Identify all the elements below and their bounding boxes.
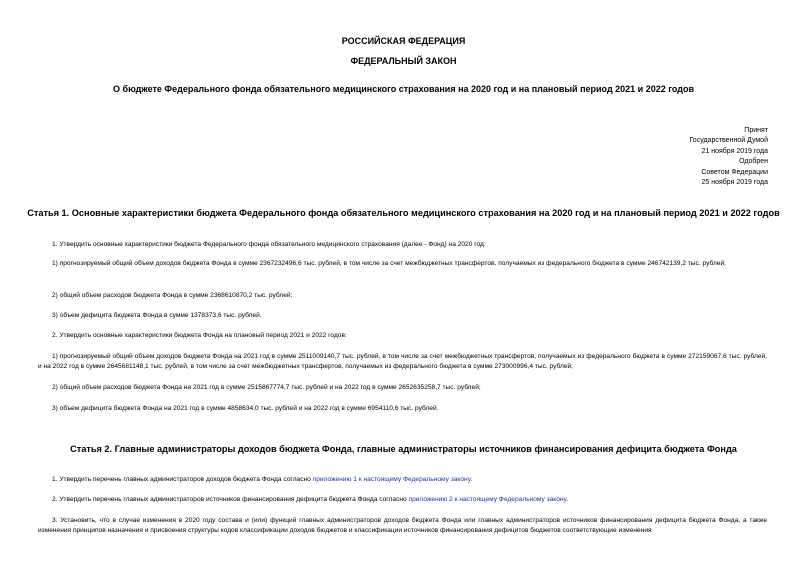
paragraph <box>38 475 767 485</box>
paragraph: 1) прогнозируемый общий объем доходов бюджета Фонда на 2021 год в сумме 2511009140,7 тыс. рублей, в том числе за счет межбюджетных трансфертов, получаемых из федерального бюджета в сумме 272159067,6 тыс. рублей, и на 2022 год в сумме 2645681148,1 тыс. рублей, в том числе за счет межбюджетных трансфертов, получаемых из федерального бюджета в сумме 273000996,4 тыс. рублей; <box>38 353 767 370</box>
paragraph: 2) общий объем расходов бюджета Фонда на 2021 год в сумме 2515867774,7 тыс. рублей и на 2022 год в сумме 2652635258,7 тыс. рублей; <box>52 384 481 391</box>
paragraph: 3. Установить, что в случае изменения в 2020 году состава и (или) функций главных администраторов доходов бюджета Фонда или главных администраторов источников финансирования дефицита бюджета Фонда, а также изменения принципов назначения и присвоения структуры кодов классификации доходов бюджетов и классификации источников финансирования дефицитов бюджетов соответствующие изменения <box>38 517 767 534</box>
approval-line: Одобрен <box>739 158 768 166</box>
approval-line: Советом Федерации <box>701 168 768 176</box>
paragraph: 2) общий объем расходов бюджета Фонда в сумме 2368610870,2 тыс. рублей; <box>52 292 293 299</box>
approval-date: 25 ноября 2019 года <box>701 179 768 187</box>
paragraph-end: . <box>566 496 569 503</box>
article-2-heading: Статья 2. Главные администраторы доходов бюджета Фонда, главные администраторы источников финансирования дефицита бюджета Фонда <box>70 444 737 454</box>
appendix-2-link[interactable]: приложению 2 к настоящему Федеральному закону <box>408 496 567 503</box>
paragraph: 3) объем дефицита бюджета Фонда на 2021 год в сумме 4858634,0 тыс. рублей и на 2022 год в сумме 6954110,6 тыс. рублей. <box>52 405 439 412</box>
paragraph-text: 2. Утвердить перечень главных администраторов источников финансирования дефицита бюджета Фонда согласно <box>52 496 409 503</box>
law-title: О бюджете Федерального фонда обязательного медицинского страхования на 2020 год и на плановый период 2021 и 2022 годов <box>113 84 694 94</box>
paragraph: 1) прогнозируемый общий объем доходов бюджета Фонда в сумме 2367232496,6 тыс. рублей, в том числе за счет межбюджетных трансфертов, получаемых из федерального бюджета в сумме 246742139,2 тыс. рублей; <box>52 260 726 267</box>
article-1-heading: Статья 1. Основные характеристики бюджета Федерального фонда обязательного медицинского страхования на 2020 год и на плановый период 2021 и 2022 годов <box>27 208 780 218</box>
appendix-1-link[interactable]: приложению 1 к настоящему Федеральному закону <box>312 476 471 483</box>
adoption-line: Принят <box>744 127 768 134</box>
adoption-date: 21 ноября 2019 года <box>701 147 768 155</box>
adoption-line: Государственной Думой <box>689 137 768 145</box>
paragraph <box>38 495 767 505</box>
paragraph-text: 1. Утвердить перечень главных администраторов доходов бюджета Фонда согласно <box>52 476 313 483</box>
paragraph: 3) объем дефицита бюджета Фонда в сумме 1378373,6 тыс. рублей. <box>52 312 262 319</box>
country-heading: РОССИЙСКАЯ ФЕДЕРАЦИЯ <box>341 36 466 46</box>
paragraph: 1. Утвердить основные характеристики бюджета Федерального фонда обязательного медицинского страхования (далее - Фонд) на 2020 год: <box>52 241 486 248</box>
paragraph: 2. Утвердить основные характеристики бюджета Фонда на плановый период 2021 и 2022 годов: <box>52 332 347 339</box>
law-type-heading: ФЕДЕРАЛЬНЫЙ ЗАКОН <box>350 56 457 66</box>
adoption-block <box>689 126 768 188</box>
paragraph-end: . <box>470 476 473 483</box>
